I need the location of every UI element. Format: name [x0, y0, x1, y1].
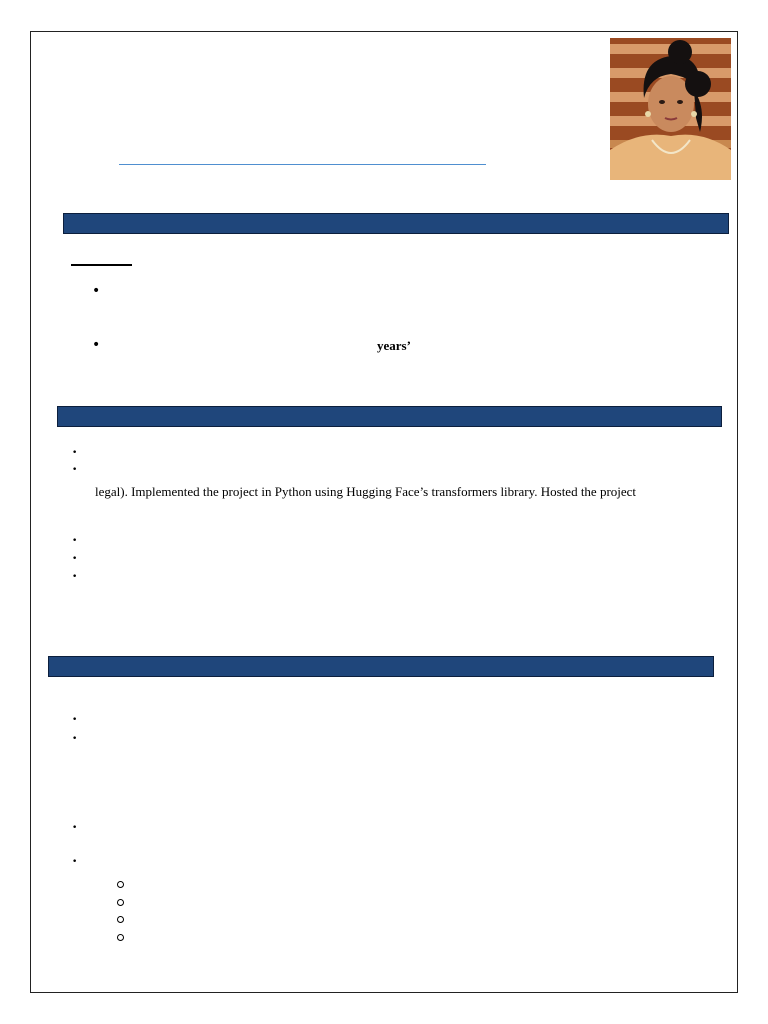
subsection-underline: [71, 264, 132, 266]
projects-sub-bullet-1: [117, 881, 124, 888]
contact-link-underline[interactable]: [119, 164, 486, 165]
experience-bullet-2: •: [72, 465, 78, 475]
profile-photo-image: [610, 38, 731, 180]
section-header-projects: [48, 656, 714, 677]
projects-sub-bullet-4: [117, 934, 124, 941]
section-header-summary: [63, 213, 729, 234]
experience-continuation-line: legal). Implemented the project in Python using Hugging Face’s transformers library. Hosted the project: [95, 484, 637, 499]
section-header-experience: [57, 406, 722, 427]
experience-bullet-5: •: [72, 572, 78, 582]
profile-photo: [610, 38, 731, 180]
summary-bullet-2: •: [92, 337, 101, 353]
summary-bold-fragment: years’: [377, 338, 411, 353]
experience-bullet-3: •: [72, 536, 78, 546]
experience-bullet-1: •: [72, 448, 78, 458]
projects-bullet-4: •: [72, 857, 78, 867]
projects-bullet-1: •: [72, 715, 78, 725]
projects-bullet-2: •: [72, 734, 78, 744]
projects-sub-bullet-3: [117, 916, 124, 923]
projects-sub-bullet-2: [117, 899, 124, 906]
projects-bullet-3: •: [72, 823, 78, 833]
experience-bullet-4: •: [72, 554, 78, 564]
summary-bullet-1: •: [92, 283, 101, 299]
